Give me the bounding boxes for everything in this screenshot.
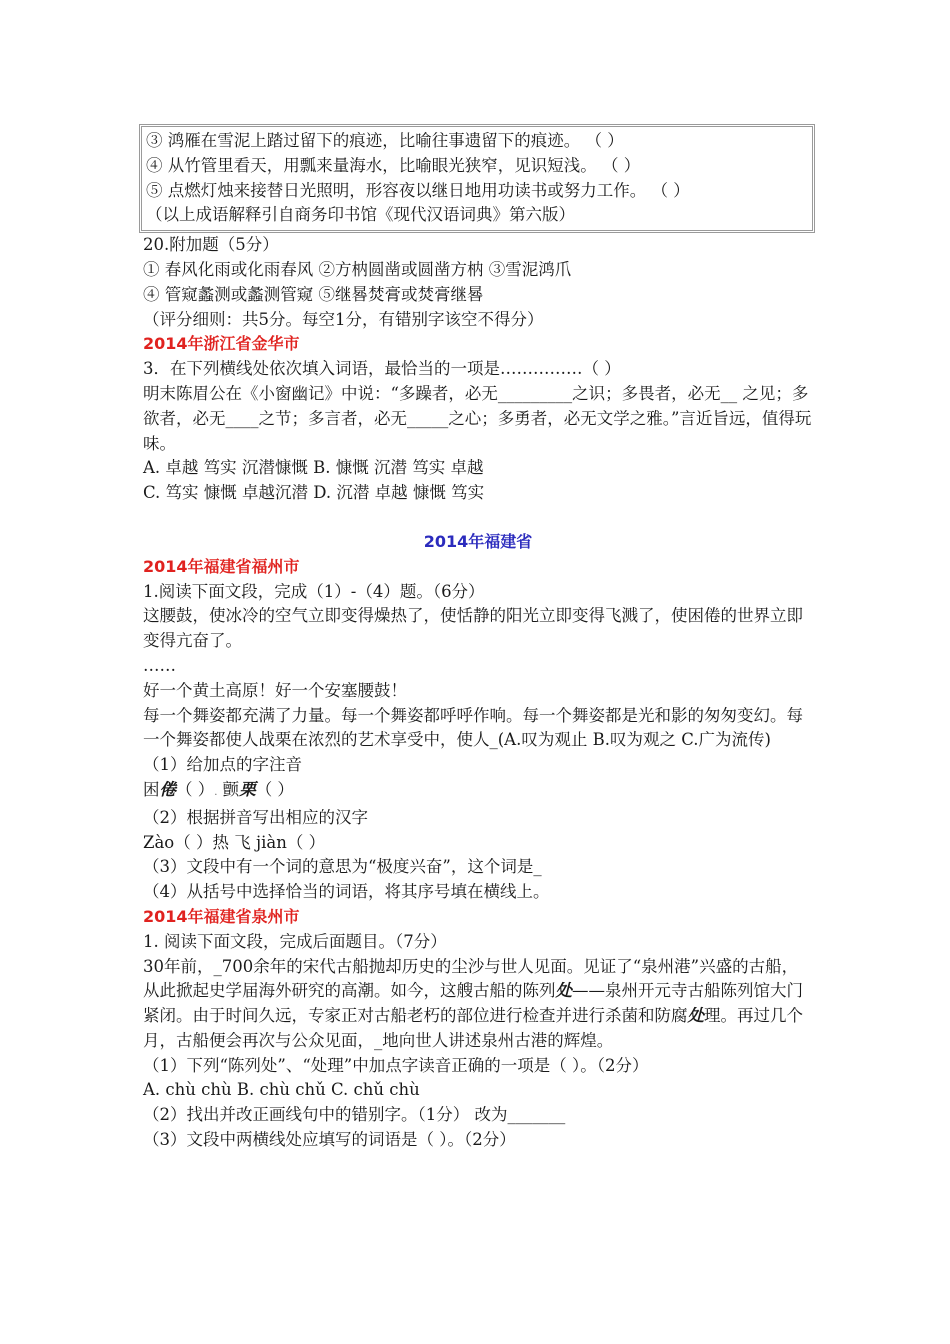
- fuzhou-sub-1-dot: .: [214, 786, 218, 798]
- box-line-3: ③ 鸿雁在雪泥上踏过留下的痕迹，比喻往事遗留下的痕迹。 （ ）: [146, 131, 624, 150]
- fuzhou-sub-1-blank2: （ ）: [255, 779, 294, 799]
- fuzhou-sub-1-char1: 困: [143, 779, 160, 799]
- idiom-explanation-box: [139, 124, 815, 233]
- fuzhou-passage-2: 好一个黄土高原！好一个安塞腰鼓！: [143, 680, 407, 700]
- fuzhou-sub-1-dotted-char2: 栗: [239, 779, 256, 799]
- quanzhou-passage-part-a: 30年前，_700余年的宋代古船抛却历史的尘沙与世人见面。见证了“泉州港”兴盛的古船，从此掀起史学届海外研究的高潮。如今，这艘古船的陈列: [143, 956, 799, 1001]
- jinhua-options-ab: A. 卓越 笃实 沉潜慷慨 B. 慷慨 沉潜 笃实 卓越: [143, 458, 484, 478]
- quanzhou-sub-1: （1）下列“陈列处”、“处理”中加点字读音正确的一项是（ ）。（2分）: [143, 1055, 649, 1075]
- fuzhou-sub-1-blank1: （ ）: [176, 779, 215, 799]
- quanzhou-sub-2: [143, 1103, 813, 1128]
- document-page: [143, 124, 813, 1153]
- question-20: [143, 233, 813, 332]
- fuzhou-passage-3: 每一个舞姿都充满了力量。每一个舞姿都呼呼作响。每一个舞姿都是光和影的匆匆变幻。每一个舞姿都使人战栗在浓烈的艺术享受中，使人_(A.叹为观止 B.叹为观之 C.广为流传): [143, 705, 803, 750]
- quanzhou-sub-1-options: A. chù chù B. chù chǔ C. chǔ chù: [143, 1080, 420, 1100]
- fuzhou-sub-3: （3）文段中有一个词的意思为“极度兴奋”，这个词是_: [143, 857, 542, 877]
- box-line-4: ④ 从竹管里看天，用瓢来量海水，比喻眼光狭窄，见识短浅。 （ ）: [146, 155, 641, 175]
- fuzhou-sub-4: （4）从括号中选择恰当的词语，将其序号填在横线上。: [143, 882, 550, 902]
- fuzhou-ellipsis: ……: [143, 655, 176, 675]
- fuzhou-passage-1: 这腰鼓，使冰冷的空气立即变得燥热了，使恬静的阳光立即变得飞溅了，使困倦的世界立即变得亢奋了。: [143, 606, 803, 651]
- jinhua-passage: 明末陈眉公在《小窗幽记》中说：“多躁者，必无_________之识；多畏者，必无__ 之见；多欲者，必无____之节；多言者，必无_____之心；多勇者，必无文学之雅。”言近旨远，值得玩味。: [143, 383, 812, 453]
- q20-scoring-note: （评分细则：共5分。每空1分，有错别字该空不得分）: [143, 309, 544, 329]
- section-heading-fuzhou: 2014年福建省福州市: [143, 556, 300, 576]
- fuzhou-sub-1-dotted-char1: 倦: [159, 779, 176, 799]
- fuzhou-sub-2: （2）根据拼音写出相应的汉字: [143, 807, 368, 827]
- fuzhou-sub-1-answer: [143, 778, 813, 806]
- q20-answer-1: ① 春风化雨或化雨春风 ②方枘圆凿或圆凿方枘 ③雪泥鸿爪: [143, 259, 572, 279]
- box-source-note: （以上成语解释引自商务印书馆《现代汉语词典》第六版）: [146, 205, 575, 225]
- jinhua-options-cd: C. 笃实 慷慨 卓越沉潜 D. 沉潜 卓越 慷慨 笃实: [143, 483, 485, 503]
- section-heading-jinhua: 2014年浙江省金华市: [143, 334, 300, 354]
- section-heading-quanzhou: 2014年福建省泉州市: [143, 906, 300, 926]
- fuzhou-question: 1.阅读下面文段，完成（1）-（4）题。（6分）: [143, 581, 485, 601]
- quanzhou-dotted-char-1: 处: [555, 981, 572, 1001]
- fuzhou-sub-1-char2: 颤: [217, 779, 240, 799]
- quanzhou-passage: [143, 955, 813, 1054]
- box-line-5: ⑤ 点燃灯烛来接替日光照明，形容夜以继日地用功读书或努力工作。 （ ）: [146, 180, 690, 200]
- jinhua-question: 3．在下列横线处依次填入词语，最恰当的一项是……………（ ）: [143, 359, 621, 379]
- section-heading-fujian: 2014年福建省: [423, 531, 533, 551]
- quanzhou-question: 1. 阅读下面文段，完成后面题目。（7分）: [143, 931, 447, 951]
- quanzhou-passage-part-b: ——泉州开元寺古船陈列馆大门紧闭。由于时间久远，专家正对古船老朽的部位进行检查并进行杀菌和防腐: [143, 981, 803, 1026]
- q20-title: 20.附加题（5分）: [143, 235, 279, 255]
- fuzhou-sub-1: （1）给加点的字注音: [143, 755, 302, 775]
- quanzhou-sub-2-text: （2）找出并改正画线句中的错别字。（1分） 改为: [143, 1105, 508, 1125]
- quanzhou-sub-2-blank: _______: [507, 1105, 566, 1125]
- quanzhou-dotted-char-2: 处: [687, 1006, 704, 1026]
- q20-answer-2: ④ 管窥蠡测或蠡测管窥 ⑤继晷焚膏或焚膏继晷: [143, 284, 484, 304]
- quanzhou-sub-3: （3）文段中两横线处应填写的词语是（ ）。（2分）: [143, 1130, 516, 1150]
- quanzhou-passage-part-c: 理。再过几个月，古船便会再次与公众见面，_地向世人讲述泉州古港的辉煌。: [143, 1006, 803, 1050]
- fuzhou-sub-2-answer: Zào（ ）热 飞 jiàn（ ）: [143, 832, 326, 852]
